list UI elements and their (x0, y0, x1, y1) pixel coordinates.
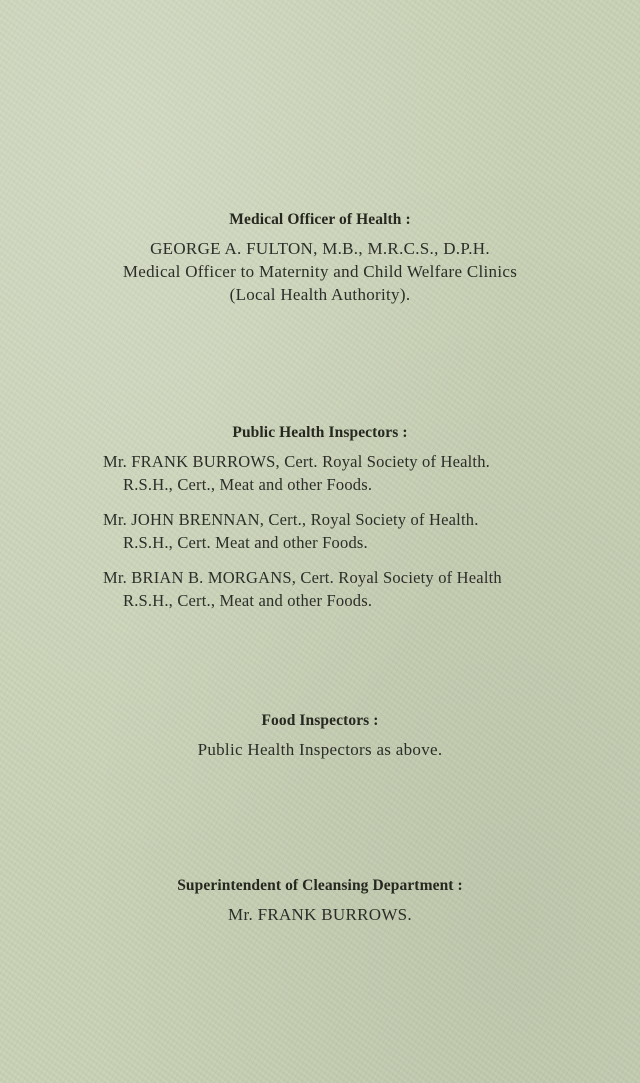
inspector-qualification-line: R.S.H., Cert., Meat and other Foods. (123, 591, 373, 610)
inspector-entry (103, 566, 543, 612)
food-inspectors-heading: Food Inspectors : (261, 712, 379, 729)
inspector-entry (103, 450, 543, 496)
superintendent-heading: Superintendent of Cleansing Department : (177, 877, 463, 894)
medical-officer-authority: (Local Health Authority). (229, 285, 411, 304)
superintendent-section (0, 877, 640, 926)
medical-officer-role: Medical Officer to Maternity and Child Welfare Clinics (122, 262, 518, 281)
inspector-name-line: Mr. BRIAN B. MORGANS, Cert. Royal Society of Health (103, 568, 502, 587)
medical-officer-section (0, 211, 640, 306)
medical-officer-name: GEORGE A. FULTON, M.B., M.R.C.S., D.P.H. (150, 239, 490, 258)
public-health-inspectors-section (0, 424, 640, 624)
inspector-name-line: Mr. FRANK BURROWS, Cert. Royal Society of Health. (103, 452, 490, 471)
public-health-inspectors-heading: Public Health Inspectors : (232, 424, 408, 441)
food-inspectors-text: Public Health Inspectors as above. (197, 740, 443, 759)
inspector-entry (103, 508, 543, 554)
inspector-qualification-line: R.S.H., Cert. Meat and other Foods. (123, 533, 368, 552)
inspector-qualification-line: R.S.H., Cert., Meat and other Foods. (123, 475, 373, 494)
inspector-name-line: Mr. JOHN BRENNAN, Cert., Royal Society of Health. (103, 510, 479, 529)
medical-officer-heading: Medical Officer of Health : (229, 211, 411, 228)
food-inspectors-section (0, 712, 640, 761)
superintendent-name: Mr. FRANK BURROWS. (228, 905, 412, 924)
